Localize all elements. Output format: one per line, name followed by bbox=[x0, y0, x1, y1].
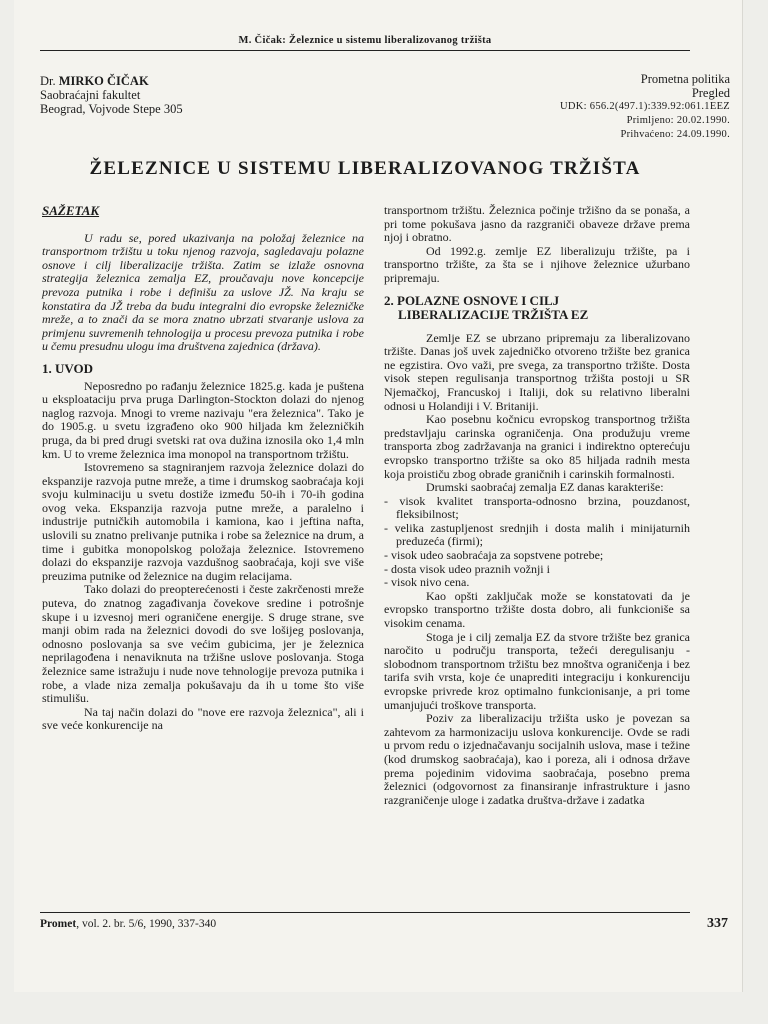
paragraph: Od 1992.g. zemlje EZ liberalizuju tržište, pa i transportno tržište, za šta se i njihove železnice užurbano pripremaju. bbox=[384, 243, 690, 285]
characteristics-list bbox=[384, 495, 690, 590]
page-number: 337 bbox=[707, 916, 728, 931]
meta-accepted: Prihvaćeno: 24.09.1990. bbox=[620, 129, 730, 140]
journal-name: Promet bbox=[40, 918, 77, 930]
paragraph: transportnom tržištu. Železnica počinje tržišno da se ponaša, a pri tome pokušava jasno da razgraniči obaveze države prema njoj i obratno. bbox=[384, 203, 690, 245]
meta-udk: UDK: 656.2(497.1):339.92:061.1EEZ bbox=[559, 101, 730, 112]
author-name-line bbox=[40, 74, 183, 88]
section2-heading-line2: LIBERALIZACIJE TRŽIŠTA EZ bbox=[398, 306, 589, 322]
meta-received: Primljeno: 20.02.1990. bbox=[626, 115, 730, 126]
list-item: - velika zastupljenost srednjih i dosta malih i minijaturnih preduzeća (firmi); bbox=[384, 520, 690, 549]
citation-details: , vol. 2. br. 5/6, 1990, 337-340 bbox=[76, 918, 217, 930]
paragraph: Istovremeno sa stagniranjem razvoja železnice dolazi do ekspanzije razvoja putne mreže, a time i drumskog saobraćaja koji svoju kulminaciju u svetu dostiže između 50-ih i 70-ih godina ovog veka. Ekspanzija razvoja putne mreže, a paralelno i industrije putničkih automobila i kamiona, kao i jeftina nafta, uslovili su znatno prelivanje putnika i robe sa železnice na drum, a time i gubitka monopolskog položaja železnice. Istovremeno dolazi do ekspanzije razvoja vazdušnog saobraćaja, koji sve više preuzima putnike od železnice na dugim relacijama. bbox=[42, 460, 364, 583]
paragraph: Kao posebnu kočnicu evropskog transportnog tržišta predstavljaju carinska ograničenja. Ona produžuju vreme transporta zbog zadržavanja na granici i indirektno opterećuju evropsko transportno tržište sa oko 85 hiljada radnih mesta koja proističu zbog obrade graničnih i carinskih formalnosti. bbox=[384, 412, 690, 481]
right-column bbox=[384, 204, 690, 807]
paragraph: Tako dolazi do preopterećenosti i česte zakrčenosti mreže puteva, do znatnog zagađivanja čovekove sredine i potrošnje skupe i u izvesnoj meri ograničene energije. S druge strane, sve manji obim rada na železnici dovodi do sve lošijeg poslovanja, odnosno poslovanja sa sve većim gubicima, jer je železnica neprilagođena i nenaviknuta na tržišne uslove poslovanja. Stoga železnice same istražuju i nude nove tehnologije prevoza putnika i robe, a vlade niza zemalja pokušavaju da ih u tome što više stimulišu. bbox=[42, 582, 364, 706]
author-prefix: Dr. bbox=[40, 74, 59, 88]
paragraph: Zemlje EZ se ubrzano pripremaju za liberalizovano tržište. Danas još uvek zajedničko otvoreno tržište bez granica ne egzistira. Ovo važi, pre svega, za transportno tržište. Dosta visok stepen regulisanja transportnog tržišta postoji u SR Njemačkoj, Francuskoj i Italiji, dok su relativno liberalni odnosi u Holandiji i V. Britaniji. bbox=[384, 330, 690, 413]
abstract-heading: SAŽETAK bbox=[42, 203, 100, 218]
meta-section: Prometna politika bbox=[640, 72, 730, 86]
article-title: ŽELEZNICE U SISTEMU LIBERALIZOVANOG TRŽIŠTA bbox=[89, 158, 641, 179]
left-column bbox=[42, 204, 364, 733]
paragraph: Na taj način dolazi do "nove ere razvoja železnica", ali i sve veće konkurencije na bbox=[42, 704, 364, 733]
author-address: Beograd, Vojvode Stepe 305 bbox=[40, 102, 183, 116]
section2-heading-line1: 2. POLAZNE OSNOVE I CILJ bbox=[384, 292, 560, 308]
list-item: - visok udeo saobraćaja za sopstvene potrebe; bbox=[384, 548, 604, 563]
author-affiliation: Saobraćajni fakultet bbox=[40, 88, 141, 102]
list-item: - visok kvalitet transporta-odnosno brzina, pouzdanost, fleksibilnost; bbox=[384, 493, 690, 522]
footer-rule bbox=[40, 912, 690, 913]
paragraph: Neposredno po rađanju železnice 1825.g. kada je puštena u eksploataciju prva pruga Darlington-Stockton dolazi do njenog naglog razvoja. Mnogi to vreme nazivaju "era železnica". Tako je do 1905.g. u svetu izgrađeno oko 900 hiljada km železničkih pruga, da bi pred drugi svetski rat ova dužina iznosila oko 1,4 mln km. U to vreme železnica ima monopol na transportnom tržištu. bbox=[42, 378, 364, 461]
paragraph: Stoga je i cilj zemalja EZ da stvore tržište bez granica naročito u području transporta, težeći deregulisanju -slobodnom transportnom tržištu bez mnoštva ograničenja i bez tarifa svih vrsta, koje će unaprediti integraciju i konkurenciju evropske privrede kroz optimalno funkcionisanje, a pri tome umanjujući troškove transporta. bbox=[384, 629, 690, 712]
abstract-text: U radu se, pored ukazivanja na položaj železnice na transportnom tržištu u toku njenog razvoja, sagledavaju polazne osnove i cilj liberalizacije tržišta. Zatim se izlaže osnovna strategija železnica zemalja EZ, proučavaju nove koncepcije prevoza putnika i robe i definišu za uslove JŽ. Na kraju se konstatira da JŽ treba da budu integralni dio evropske železničke mreže, a to znači da se mora znatno ubrzati stvaranje uslova za primjenu suvremenih tehnologija u procesu prevoza putnika i robe u čemu presudnu ulogu ima društvena zajednica (država). bbox=[42, 230, 364, 354]
paragraph: Drumski saobraćaj zemalja EZ danas karakteriše: bbox=[426, 480, 664, 495]
meta-type: Pregled bbox=[691, 86, 730, 100]
paragraph: Kao opšti zaključak može se konstatovati da je evropsko transportno tržište dosta dobro, ali funkcioniše sa visokim cenama. bbox=[384, 588, 690, 631]
footer-citation bbox=[40, 918, 216, 930]
article-meta bbox=[560, 72, 730, 142]
section2-heading bbox=[384, 294, 690, 322]
list-item: - visok nivo cena. bbox=[384, 575, 470, 590]
running-head: M. Čičak: Železnice u sistemu liberalizovanog tržišta bbox=[238, 35, 492, 46]
author-name: MIRKO ČIČAK bbox=[58, 74, 149, 88]
paragraph: Poziv za liberalizaciju tržišta usko je povezan sa zahtevom za harmonizaciju uslova konkurencije. Ovde se radi u prvom redu o izjednačavanju socijalnih uslova, mase i težine (kod drumskog saobraćaja), kao i poreza, ali i odnosa države prema pojedinim vidovima saobraćaja, posebno prema železnici (odgovornost za finansiranje infrastrukture i jasno razgraničenje uloge i zadatka društva-države i zadatka bbox=[384, 711, 690, 807]
list-item: - dosta visok udeo praznih vožnji i bbox=[384, 561, 550, 576]
header-rule bbox=[40, 50, 690, 51]
author-block bbox=[40, 74, 183, 116]
section1-heading: 1. UVOD bbox=[42, 360, 94, 376]
